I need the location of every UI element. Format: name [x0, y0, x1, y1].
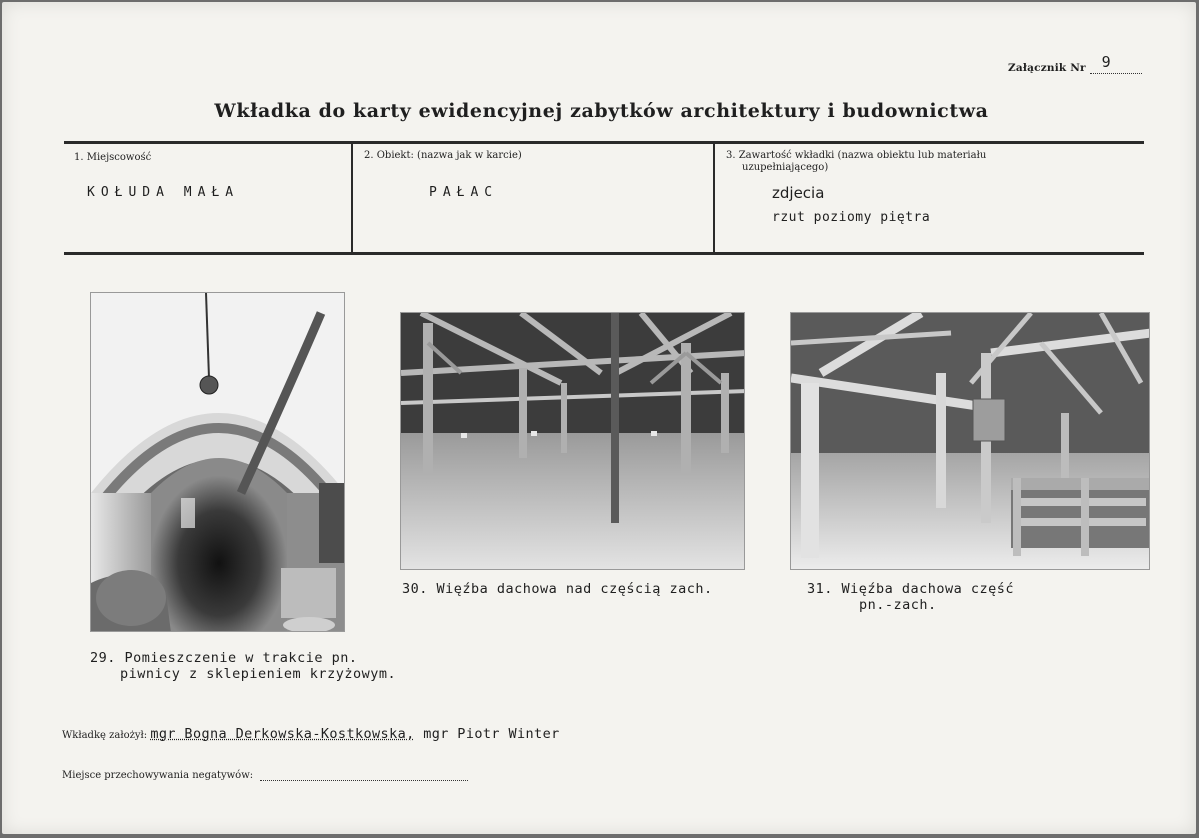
- annex-label: Załącznik Nr: [1008, 62, 1086, 74]
- negatives-dotted-line: [260, 772, 468, 781]
- page-title: Wkładka do karty ewidencyjnej zabytków architektury i budownictwa: [214, 100, 989, 122]
- photo-30-caption: 30. Więźba dachowa nad częścią zach.: [402, 581, 713, 597]
- photo-29-caption-line2: piwnicy z sklepieniem krzyżowym.: [120, 666, 397, 682]
- header-bottom-rule: [64, 252, 1144, 255]
- content-value-line2: rzut poziomy piętra: [772, 210, 931, 225]
- content-value-line1: zdjecia: [772, 184, 825, 202]
- photo-31-caption-line2: pn.-zach.: [859, 597, 937, 613]
- object-label: 2. Obiekt: (nazwa jak w karcie): [364, 150, 522, 161]
- photo-29-caption-line1: 29. Pomieszczenie w trakcie pn.: [90, 650, 358, 666]
- author-value-part1: mgr Bogna Derkowska-Kostkowska,: [150, 726, 415, 742]
- author-value-part2: mgr Piotr Winter: [414, 726, 560, 742]
- photo-roof-truss-west: [400, 312, 745, 570]
- annex-dotted-line: [1090, 53, 1142, 74]
- header-top-rule: [64, 141, 1144, 144]
- author-value: [150, 726, 559, 742]
- photo-roof-truss-west-image: [401, 313, 745, 570]
- column-divider-2: [713, 144, 715, 252]
- content-label-line2: uzupełniającego): [742, 162, 829, 173]
- photo-31-caption-line1: 31. Więźba dachowa część: [807, 581, 1015, 597]
- annex-number-value: 9: [1101, 53, 1111, 71]
- photo-cellar: [90, 292, 345, 632]
- place-label: 1. Miejscowość: [74, 152, 152, 163]
- author-line: [62, 726, 560, 742]
- annex-number: [1008, 53, 1142, 74]
- object-value: PAŁAC: [429, 185, 499, 200]
- negatives-label: Miejsce przechowywania negatywów:: [62, 770, 254, 781]
- content-label-line1: 3. Zawartość wkładki (nazwa obiektu lub materiału: [726, 150, 987, 161]
- photo-cellar-image: [91, 293, 345, 632]
- photo-roof-truss-northwest: [790, 312, 1150, 570]
- photo-roof-truss-northwest-image: [791, 313, 1150, 570]
- document-sheet: [2, 2, 1196, 834]
- negatives-line: [62, 770, 468, 781]
- author-label: Wkładkę założył:: [62, 730, 148, 741]
- column-divider-1: [351, 144, 353, 252]
- place-value: KOŁUDA MAŁA: [87, 185, 240, 200]
